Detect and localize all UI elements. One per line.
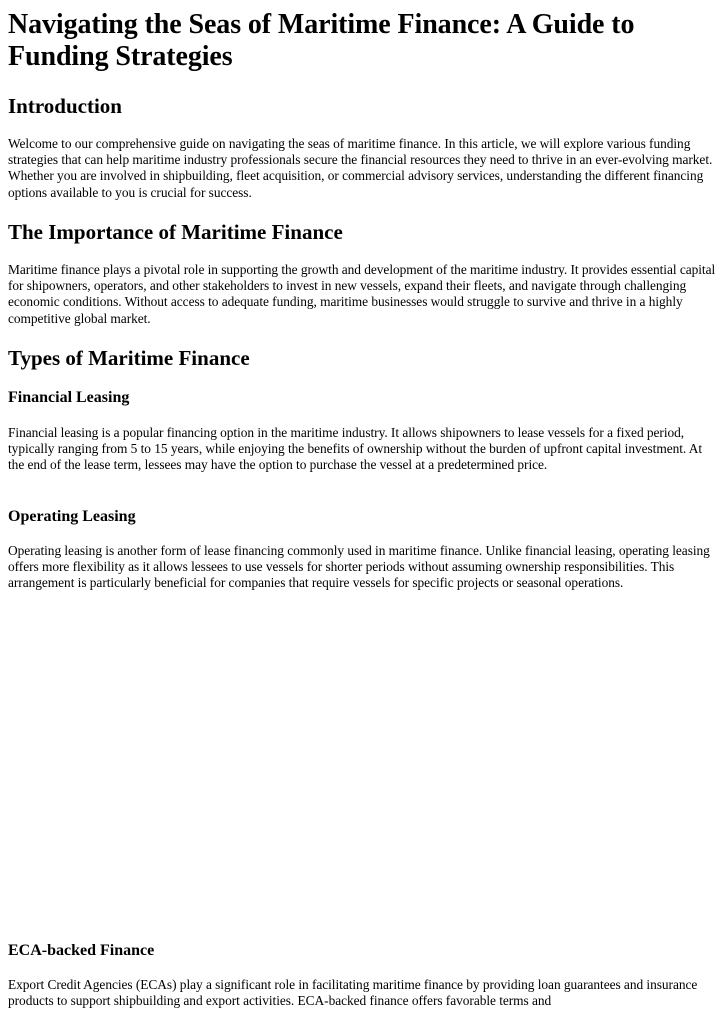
eca-backed-paragraph: Export Credit Agencies (ECAs) play a significant role in facilitating maritime finance by providing loan guarantees and insurance products to support shipbuilding and export activities. ECA-backed finance offers favorable terms and — [8, 977, 698, 1009]
introduction-paragraph: Welcome to our comprehensive guide on navigating the seas of maritime finance. In this article, we will explore various funding strategies that can help maritime industry professionals secure the financial resources they need to thrive in an ever-evolving market. Whether you are involved in shipbuilding, fleet acquisition, or commercial advisory services, understanding the different financing options available to you is crucial for success. — [8, 136, 713, 200]
financial-leasing-paragraph: Financial leasing is a popular financing option in the maritime industry. It allows shipowners to lease vessels for a fixed period, typically ranging from 5 to 15 years, while enjoying the benefits of ownership without the burden of upfront capital investment. At the end of the lease term, lessees may have the option to purchase the vessel at a predetermined price. — [8, 425, 703, 473]
financial-leasing-heading: Financial Leasing — [8, 389, 130, 406]
operating-leasing-paragraph: Operating leasing is another form of lease financing commonly used in maritime finance. Unlike financial leasing, operating leasing offers more flexibility as it allows lessees to use vessels for shorter periods without assuming ownership responsibilities. This arrangement is particularly beneficial for companies that require vessels for specific projects or seasonal operations. — [8, 543, 710, 591]
importance-paragraph: Maritime finance plays a pivotal role in supporting the growth and development of the maritime industry. It provides essential capital for shipowners, operators, and other stakeholders to invest in new vessels, expand their fleets, and navigate through challenging economic conditions. Without access to adequate funding, maritime businesses would struggle to survive and thrive in a highly competitive global market. — [8, 262, 716, 326]
operating-leasing-heading: Operating Leasing — [8, 508, 136, 525]
importance-heading: The Importance of Maritime Finance — [8, 220, 343, 244]
types-heading: Types of Maritime Finance — [8, 346, 250, 370]
introduction-heading: Introduction — [8, 94, 122, 118]
article-title: Navigating the Seas of Maritime Finance: A Guide to Funding Strategies — [8, 9, 635, 72]
eca-backed-heading: ECA-backed Finance — [8, 942, 155, 959]
